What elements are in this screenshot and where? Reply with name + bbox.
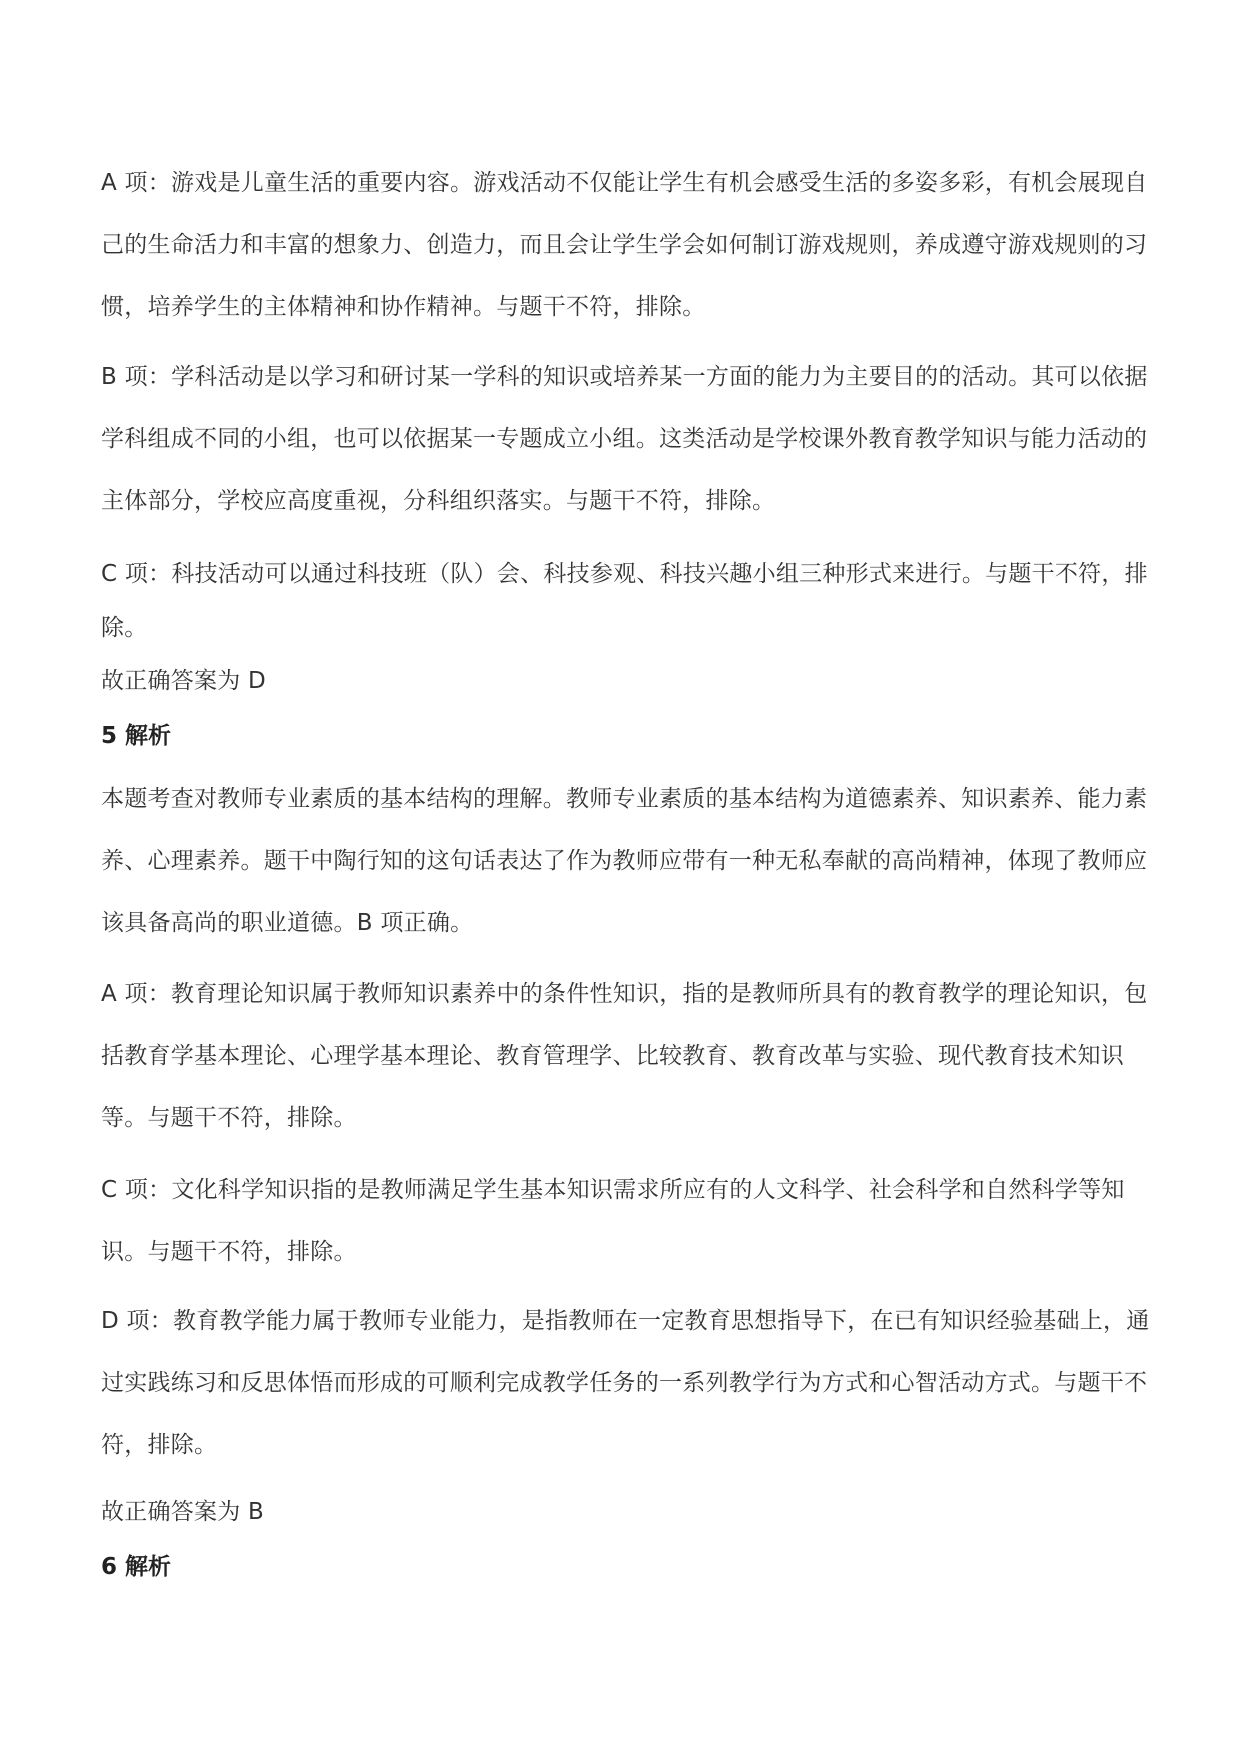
paragraph-5-option-a: A 项：教育理论知识属于教师知识素养中的条件性知识，指的是教师所具有的教育教学的理论知识，包括教育学基本理论、心理学基本理论、教育管理学、比较教育、教育改革与实验、现代教育技术知识等。与题干不符，排除。 bbox=[101, 981, 1148, 1131]
paragraph-5-option-d: D 项：教育教学能力属于教师专业能力，是指教师在一定教育思想指导下，在已有知识经验基础上，通过实践练习和反思体悟而形成的可顺利完成教学任务的一系列教学行为方式和心智活动方式。与题干不符，排除。 bbox=[101, 1308, 1150, 1458]
section-heading-5: 5 解析 bbox=[101, 723, 172, 749]
paragraph-5-intro: 本题考查对教师专业素质的基本结构的理解。教师专业素质的基本结构为道德素养、知识素养、能力素养、心理素养。题干中陶行知的这句话表达了作为教师应带有一种无私奉献的高尚精神，体现了教师应该具备高尚的职业道德。B 项正确。 bbox=[101, 786, 1148, 936]
paragraph-4-option-c: C 项：科技活动可以通过科技班（队）会、科技参观、科技兴趣小组三种形式来进行。与题干不符，排除。 bbox=[101, 561, 1148, 641]
paragraph-4-option-b: B 项：学科活动是以学习和研讨某一学科的知识或培养某一方面的能力为主要目的的活动。其可以依据学科组成不同的小组，也可以依据某一专题成立小组。这类活动是学校课外教育教学知识与能力活动的主体部分，学校应高度重视，分科组织落实。与题干不符，排除。 bbox=[101, 364, 1148, 514]
paragraph-4-option-a: A 项：游戏是儿童生活的重要内容。游戏活动不仅能让学生有机会感受生活的多姿多彩，有机会展现自己的生命活力和丰富的想象力、创造力，而且会让学生学会如何制订游戏规则，养成遵守游戏规则的习惯，培养学生的主体精神和协作精神。与题干不符，排除。 bbox=[101, 170, 1148, 320]
paragraph-5-answer: 故正确答案为 B bbox=[101, 1499, 265, 1525]
paragraph-5-option-c: C 项：文化科学知识指的是教师满足学生基本知识需求所应有的人文科学、社会科学和自然科学等知识。与题干不符，排除。 bbox=[101, 1177, 1125, 1265]
paragraph-4-answer: 故正确答案为 D bbox=[101, 668, 267, 694]
section-heading-6: 6 解析 bbox=[101, 1554, 172, 1580]
